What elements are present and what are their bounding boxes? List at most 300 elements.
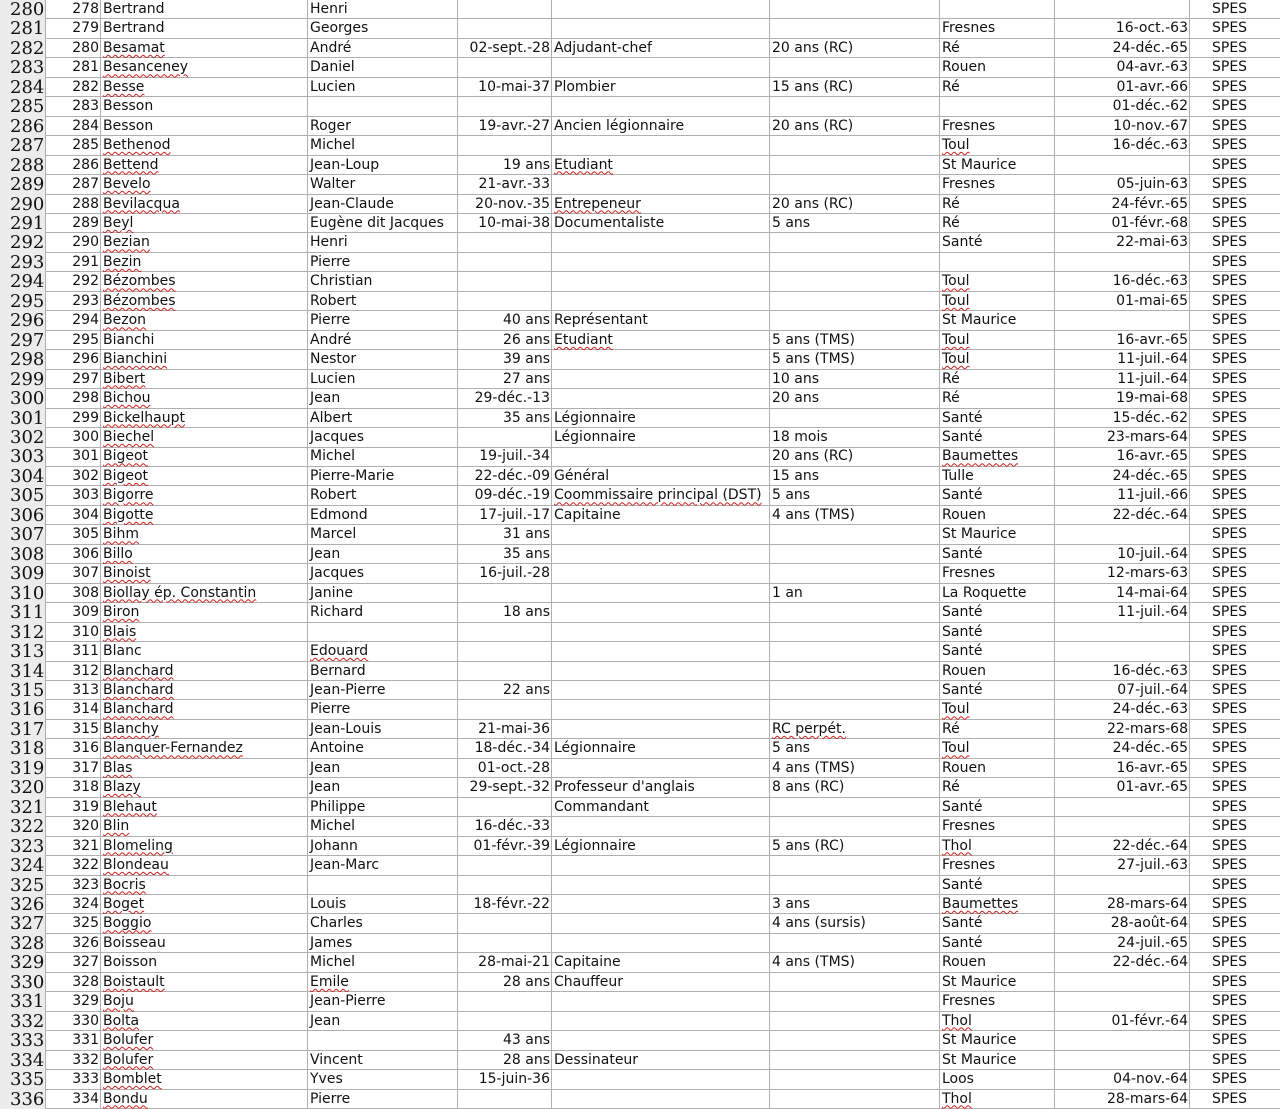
- id-cell[interactable]: [46, 117, 101, 136]
- prison-cell[interactable]: [940, 409, 1055, 428]
- row-header[interactable]: 293: [0, 253, 46, 272]
- category-cell[interactable]: [1190, 272, 1280, 291]
- prison-cell[interactable]: [940, 1051, 1055, 1070]
- release-date-cell[interactable]: [1055, 681, 1190, 700]
- firstname-cell[interactable]: [308, 428, 458, 447]
- birth-cell[interactable]: [458, 97, 552, 116]
- birth-cell[interactable]: [458, 739, 552, 758]
- surname-cell[interactable]: [101, 58, 308, 77]
- sentence-cell[interactable]: [770, 759, 940, 778]
- sentence-cell[interactable]: [770, 545, 940, 564]
- sentence-cell[interactable]: [770, 311, 940, 330]
- birth-cell[interactable]: [458, 428, 552, 447]
- prison-cell[interactable]: [940, 447, 1055, 466]
- sentence-cell[interactable]: [770, 467, 940, 486]
- category-cell[interactable]: [1190, 525, 1280, 544]
- firstname-cell[interactable]: [308, 642, 458, 661]
- release-date-cell[interactable]: [1055, 662, 1190, 681]
- prison-cell[interactable]: [940, 253, 1055, 272]
- row-header[interactable]: 303: [0, 447, 46, 466]
- birth-cell[interactable]: [458, 798, 552, 817]
- occupation-cell[interactable]: [552, 350, 770, 369]
- prison-cell[interactable]: [940, 506, 1055, 525]
- occupation-cell[interactable]: [552, 428, 770, 447]
- occupation-cell[interactable]: [552, 506, 770, 525]
- sentence-cell[interactable]: [770, 389, 940, 408]
- occupation-cell[interactable]: [552, 564, 770, 583]
- occupation-cell[interactable]: [552, 914, 770, 933]
- occupation-cell[interactable]: [552, 992, 770, 1011]
- category-cell[interactable]: [1190, 973, 1280, 992]
- sentence-cell[interactable]: [770, 856, 940, 875]
- row-header[interactable]: 285: [0, 97, 46, 116]
- occupation-cell[interactable]: [552, 253, 770, 272]
- prison-cell[interactable]: [940, 292, 1055, 311]
- prison-cell[interactable]: [940, 876, 1055, 895]
- id-cell[interactable]: [46, 720, 101, 739]
- category-cell[interactable]: [1190, 195, 1280, 214]
- prison-cell[interactable]: [940, 389, 1055, 408]
- surname-cell[interactable]: [101, 214, 308, 233]
- surname-cell[interactable]: [101, 311, 308, 330]
- prison-cell[interactable]: [940, 662, 1055, 681]
- release-date-cell[interactable]: [1055, 19, 1190, 38]
- category-cell[interactable]: [1190, 584, 1280, 603]
- id-cell[interactable]: [46, 331, 101, 350]
- category-cell[interactable]: [1190, 1012, 1280, 1031]
- surname-cell[interactable]: [101, 0, 308, 19]
- category-cell[interactable]: [1190, 837, 1280, 856]
- sentence-cell[interactable]: [770, 136, 940, 155]
- prison-cell[interactable]: [940, 992, 1055, 1011]
- category-cell[interactable]: [1190, 19, 1280, 38]
- release-date-cell[interactable]: [1055, 409, 1190, 428]
- prison-cell[interactable]: [940, 603, 1055, 622]
- firstname-cell[interactable]: [308, 681, 458, 700]
- category-cell[interactable]: [1190, 856, 1280, 875]
- surname-cell[interactable]: [101, 409, 308, 428]
- category-cell[interactable]: [1190, 1051, 1280, 1070]
- birth-cell[interactable]: [458, 856, 552, 875]
- surname-cell[interactable]: [101, 1012, 308, 1031]
- category-cell[interactable]: [1190, 506, 1280, 525]
- firstname-cell[interactable]: [308, 778, 458, 797]
- firstname-cell[interactable]: [308, 331, 458, 350]
- release-date-cell[interactable]: [1055, 389, 1190, 408]
- id-cell[interactable]: [46, 1070, 101, 1089]
- firstname-cell[interactable]: [308, 603, 458, 622]
- birth-cell[interactable]: [458, 914, 552, 933]
- id-cell[interactable]: [46, 195, 101, 214]
- id-cell[interactable]: [46, 662, 101, 681]
- sentence-cell[interactable]: [770, 78, 940, 97]
- surname-cell[interactable]: [101, 934, 308, 953]
- birth-cell[interactable]: [458, 623, 552, 642]
- occupation-cell[interactable]: [552, 370, 770, 389]
- prison-cell[interactable]: [940, 311, 1055, 330]
- firstname-cell[interactable]: [308, 1012, 458, 1031]
- sentence-cell[interactable]: [770, 817, 940, 836]
- prison-cell[interactable]: [940, 642, 1055, 661]
- row-header[interactable]: 324: [0, 856, 46, 875]
- release-date-cell[interactable]: [1055, 1051, 1190, 1070]
- category-cell[interactable]: [1190, 953, 1280, 972]
- row-header[interactable]: 289: [0, 175, 46, 194]
- sentence-cell[interactable]: [770, 253, 940, 272]
- prison-cell[interactable]: [940, 233, 1055, 252]
- prison-cell[interactable]: [940, 856, 1055, 875]
- firstname-cell[interactable]: [308, 253, 458, 272]
- category-cell[interactable]: [1190, 292, 1280, 311]
- id-cell[interactable]: [46, 681, 101, 700]
- surname-cell[interactable]: [101, 856, 308, 875]
- category-cell[interactable]: [1190, 1070, 1280, 1089]
- prison-cell[interactable]: [940, 1031, 1055, 1050]
- firstname-cell[interactable]: [308, 584, 458, 603]
- surname-cell[interactable]: [101, 19, 308, 38]
- birth-cell[interactable]: [458, 389, 552, 408]
- sentence-cell[interactable]: [770, 0, 940, 19]
- occupation-cell[interactable]: [552, 467, 770, 486]
- prison-cell[interactable]: [940, 1070, 1055, 1089]
- id-cell[interactable]: [46, 233, 101, 252]
- id-cell[interactable]: [46, 876, 101, 895]
- id-cell[interactable]: [46, 253, 101, 272]
- category-cell[interactable]: [1190, 681, 1280, 700]
- surname-cell[interactable]: [101, 992, 308, 1011]
- birth-cell[interactable]: [458, 58, 552, 77]
- prison-cell[interactable]: [940, 39, 1055, 58]
- category-cell[interactable]: [1190, 486, 1280, 505]
- release-date-cell[interactable]: [1055, 253, 1190, 272]
- firstname-cell[interactable]: [308, 78, 458, 97]
- birth-cell[interactable]: [458, 545, 552, 564]
- row-header[interactable]: 282: [0, 39, 46, 58]
- row-header[interactable]: 295: [0, 292, 46, 311]
- category-cell[interactable]: [1190, 156, 1280, 175]
- firstname-cell[interactable]: [308, 662, 458, 681]
- firstname-cell[interactable]: [308, 506, 458, 525]
- row-header[interactable]: 321: [0, 798, 46, 817]
- sentence-cell[interactable]: [770, 720, 940, 739]
- firstname-cell[interactable]: [308, 136, 458, 155]
- category-cell[interactable]: [1190, 409, 1280, 428]
- row-header[interactable]: 307: [0, 525, 46, 544]
- surname-cell[interactable]: [101, 292, 308, 311]
- row-header[interactable]: 312: [0, 623, 46, 642]
- birth-cell[interactable]: [458, 1051, 552, 1070]
- prison-cell[interactable]: [940, 700, 1055, 719]
- birth-cell[interactable]: [458, 564, 552, 583]
- category-cell[interactable]: [1190, 447, 1280, 466]
- row-header[interactable]: 301: [0, 409, 46, 428]
- id-cell[interactable]: [46, 272, 101, 291]
- sentence-cell[interactable]: [770, 739, 940, 758]
- firstname-cell[interactable]: [308, 895, 458, 914]
- sentence-cell[interactable]: [770, 19, 940, 38]
- sentence-cell[interactable]: [770, 798, 940, 817]
- surname-cell[interactable]: [101, 447, 308, 466]
- row-header[interactable]: 318: [0, 739, 46, 758]
- release-date-cell[interactable]: [1055, 117, 1190, 136]
- prison-cell[interactable]: [940, 1012, 1055, 1031]
- release-date-cell[interactable]: [1055, 1090, 1190, 1109]
- firstname-cell[interactable]: [308, 214, 458, 233]
- prison-cell[interactable]: [940, 817, 1055, 836]
- surname-cell[interactable]: [101, 681, 308, 700]
- sentence-cell[interactable]: [770, 1012, 940, 1031]
- row-header[interactable]: 322: [0, 817, 46, 836]
- sentence-cell[interactable]: [770, 39, 940, 58]
- sentence-cell[interactable]: [770, 175, 940, 194]
- release-date-cell[interactable]: [1055, 603, 1190, 622]
- category-cell[interactable]: [1190, 739, 1280, 758]
- category-cell[interactable]: [1190, 78, 1280, 97]
- release-date-cell[interactable]: [1055, 175, 1190, 194]
- sentence-cell[interactable]: [770, 486, 940, 505]
- occupation-cell[interactable]: [552, 1012, 770, 1031]
- id-cell[interactable]: [46, 428, 101, 447]
- row-header[interactable]: 305: [0, 486, 46, 505]
- birth-cell[interactable]: [458, 642, 552, 661]
- occupation-cell[interactable]: [552, 0, 770, 19]
- birth-cell[interactable]: [458, 662, 552, 681]
- row-header[interactable]: 333: [0, 1031, 46, 1050]
- surname-cell[interactable]: [101, 136, 308, 155]
- surname-cell[interactable]: [101, 623, 308, 642]
- release-date-cell[interactable]: [1055, 214, 1190, 233]
- birth-cell[interactable]: [458, 681, 552, 700]
- sentence-cell[interactable]: [770, 837, 940, 856]
- birth-cell[interactable]: [458, 19, 552, 38]
- row-header[interactable]: 328: [0, 934, 46, 953]
- birth-cell[interactable]: [458, 292, 552, 311]
- row-header[interactable]: 313: [0, 642, 46, 661]
- sentence-cell[interactable]: [770, 428, 940, 447]
- prison-cell[interactable]: [940, 525, 1055, 544]
- firstname-cell[interactable]: [308, 914, 458, 933]
- prison-cell[interactable]: [940, 350, 1055, 369]
- surname-cell[interactable]: [101, 331, 308, 350]
- row-header[interactable]: 323: [0, 837, 46, 856]
- occupation-cell[interactable]: [552, 331, 770, 350]
- sentence-cell[interactable]: [770, 564, 940, 583]
- id-cell[interactable]: [46, 292, 101, 311]
- birth-cell[interactable]: [458, 603, 552, 622]
- release-date-cell[interactable]: [1055, 467, 1190, 486]
- release-date-cell[interactable]: [1055, 350, 1190, 369]
- category-cell[interactable]: [1190, 545, 1280, 564]
- release-date-cell[interactable]: [1055, 642, 1190, 661]
- release-date-cell[interactable]: [1055, 0, 1190, 19]
- id-cell[interactable]: [46, 409, 101, 428]
- firstname-cell[interactable]: [308, 39, 458, 58]
- surname-cell[interactable]: [101, 642, 308, 661]
- occupation-cell[interactable]: [552, 117, 770, 136]
- occupation-cell[interactable]: [552, 214, 770, 233]
- sentence-cell[interactable]: [770, 272, 940, 291]
- occupation-cell[interactable]: [552, 58, 770, 77]
- occupation-cell[interactable]: [552, 798, 770, 817]
- row-header[interactable]: 317: [0, 720, 46, 739]
- row-header[interactable]: 292: [0, 233, 46, 252]
- birth-cell[interactable]: [458, 331, 552, 350]
- prison-cell[interactable]: [940, 953, 1055, 972]
- occupation-cell[interactable]: [552, 136, 770, 155]
- category-cell[interactable]: [1190, 233, 1280, 252]
- prison-cell[interactable]: [940, 623, 1055, 642]
- firstname-cell[interactable]: [308, 467, 458, 486]
- category-cell[interactable]: [1190, 1031, 1280, 1050]
- category-cell[interactable]: [1190, 914, 1280, 933]
- row-header[interactable]: 291: [0, 214, 46, 233]
- category-cell[interactable]: [1190, 311, 1280, 330]
- category-cell[interactable]: [1190, 759, 1280, 778]
- prison-cell[interactable]: [940, 584, 1055, 603]
- sentence-cell[interactable]: [770, 370, 940, 389]
- prison-cell[interactable]: [940, 798, 1055, 817]
- occupation-cell[interactable]: [552, 1051, 770, 1070]
- birth-cell[interactable]: [458, 195, 552, 214]
- release-date-cell[interactable]: [1055, 1070, 1190, 1089]
- occupation-cell[interactable]: [552, 953, 770, 972]
- prison-cell[interactable]: [940, 428, 1055, 447]
- firstname-cell[interactable]: [308, 545, 458, 564]
- category-cell[interactable]: [1190, 467, 1280, 486]
- id-cell[interactable]: [46, 798, 101, 817]
- id-cell[interactable]: [46, 1031, 101, 1050]
- surname-cell[interactable]: [101, 1070, 308, 1089]
- firstname-cell[interactable]: [308, 953, 458, 972]
- firstname-cell[interactable]: [308, 19, 458, 38]
- prison-cell[interactable]: [940, 175, 1055, 194]
- occupation-cell[interactable]: [552, 545, 770, 564]
- prison-cell[interactable]: [940, 117, 1055, 136]
- release-date-cell[interactable]: [1055, 58, 1190, 77]
- sentence-cell[interactable]: [770, 195, 940, 214]
- id-cell[interactable]: [46, 603, 101, 622]
- occupation-cell[interactable]: [552, 233, 770, 252]
- firstname-cell[interactable]: [308, 447, 458, 466]
- id-cell[interactable]: [46, 837, 101, 856]
- occupation-cell[interactable]: [552, 856, 770, 875]
- id-cell[interactable]: [46, 992, 101, 1011]
- birth-cell[interactable]: [458, 136, 552, 155]
- surname-cell[interactable]: [101, 350, 308, 369]
- sentence-cell[interactable]: [770, 778, 940, 797]
- row-header[interactable]: 315: [0, 681, 46, 700]
- sentence-cell[interactable]: [770, 662, 940, 681]
- release-date-cell[interactable]: [1055, 623, 1190, 642]
- birth-cell[interactable]: [458, 759, 552, 778]
- sentence-cell[interactable]: [770, 953, 940, 972]
- category-cell[interactable]: [1190, 642, 1280, 661]
- release-date-cell[interactable]: [1055, 953, 1190, 972]
- prison-cell[interactable]: [940, 973, 1055, 992]
- prison-cell[interactable]: [940, 486, 1055, 505]
- surname-cell[interactable]: [101, 253, 308, 272]
- surname-cell[interactable]: [101, 953, 308, 972]
- release-date-cell[interactable]: [1055, 934, 1190, 953]
- id-cell[interactable]: [46, 856, 101, 875]
- prison-cell[interactable]: [940, 545, 1055, 564]
- category-cell[interactable]: [1190, 253, 1280, 272]
- category-cell[interactable]: [1190, 58, 1280, 77]
- occupation-cell[interactable]: [552, 78, 770, 97]
- sentence-cell[interactable]: [770, 642, 940, 661]
- surname-cell[interactable]: [101, 195, 308, 214]
- sentence-cell[interactable]: [770, 156, 940, 175]
- id-cell[interactable]: [46, 370, 101, 389]
- id-cell[interactable]: [46, 0, 101, 19]
- surname-cell[interactable]: [101, 564, 308, 583]
- occupation-cell[interactable]: [552, 175, 770, 194]
- id-cell[interactable]: [46, 545, 101, 564]
- release-date-cell[interactable]: [1055, 156, 1190, 175]
- sentence-cell[interactable]: [770, 214, 940, 233]
- surname-cell[interactable]: [101, 78, 308, 97]
- surname-cell[interactable]: [101, 603, 308, 622]
- id-cell[interactable]: [46, 1051, 101, 1070]
- row-header[interactable]: 300: [0, 389, 46, 408]
- birth-cell[interactable]: [458, 214, 552, 233]
- surname-cell[interactable]: [101, 506, 308, 525]
- surname-cell[interactable]: [101, 662, 308, 681]
- prison-cell[interactable]: [940, 214, 1055, 233]
- birth-cell[interactable]: [458, 992, 552, 1011]
- birth-cell[interactable]: [458, 700, 552, 719]
- surname-cell[interactable]: [101, 837, 308, 856]
- firstname-cell[interactable]: [308, 992, 458, 1011]
- prison-cell[interactable]: [940, 778, 1055, 797]
- id-cell[interactable]: [46, 78, 101, 97]
- birth-cell[interactable]: [458, 233, 552, 252]
- surname-cell[interactable]: [101, 1051, 308, 1070]
- prison-cell[interactable]: [940, 837, 1055, 856]
- id-cell[interactable]: [46, 642, 101, 661]
- birth-cell[interactable]: [458, 467, 552, 486]
- occupation-cell[interactable]: [552, 389, 770, 408]
- occupation-cell[interactable]: [552, 973, 770, 992]
- firstname-cell[interactable]: [308, 389, 458, 408]
- occupation-cell[interactable]: [552, 700, 770, 719]
- sentence-cell[interactable]: [770, 292, 940, 311]
- occupation-cell[interactable]: [552, 584, 770, 603]
- birth-cell[interactable]: [458, 253, 552, 272]
- release-date-cell[interactable]: [1055, 233, 1190, 252]
- firstname-cell[interactable]: [308, 0, 458, 19]
- sentence-cell[interactable]: [770, 97, 940, 116]
- birth-cell[interactable]: [458, 584, 552, 603]
- id-cell[interactable]: [46, 973, 101, 992]
- firstname-cell[interactable]: [308, 759, 458, 778]
- occupation-cell[interactable]: [552, 681, 770, 700]
- birth-cell[interactable]: [458, 409, 552, 428]
- sentence-cell[interactable]: [770, 1070, 940, 1089]
- occupation-cell[interactable]: [552, 195, 770, 214]
- prison-cell[interactable]: [940, 78, 1055, 97]
- surname-cell[interactable]: [101, 973, 308, 992]
- surname-cell[interactable]: [101, 1090, 308, 1109]
- row-header[interactable]: 330: [0, 973, 46, 992]
- row-header[interactable]: 329: [0, 953, 46, 972]
- row-header[interactable]: 320: [0, 778, 46, 797]
- prison-cell[interactable]: [940, 272, 1055, 291]
- prison-cell[interactable]: [940, 156, 1055, 175]
- sentence-cell[interactable]: [770, 992, 940, 1011]
- surname-cell[interactable]: [101, 545, 308, 564]
- release-date-cell[interactable]: [1055, 428, 1190, 447]
